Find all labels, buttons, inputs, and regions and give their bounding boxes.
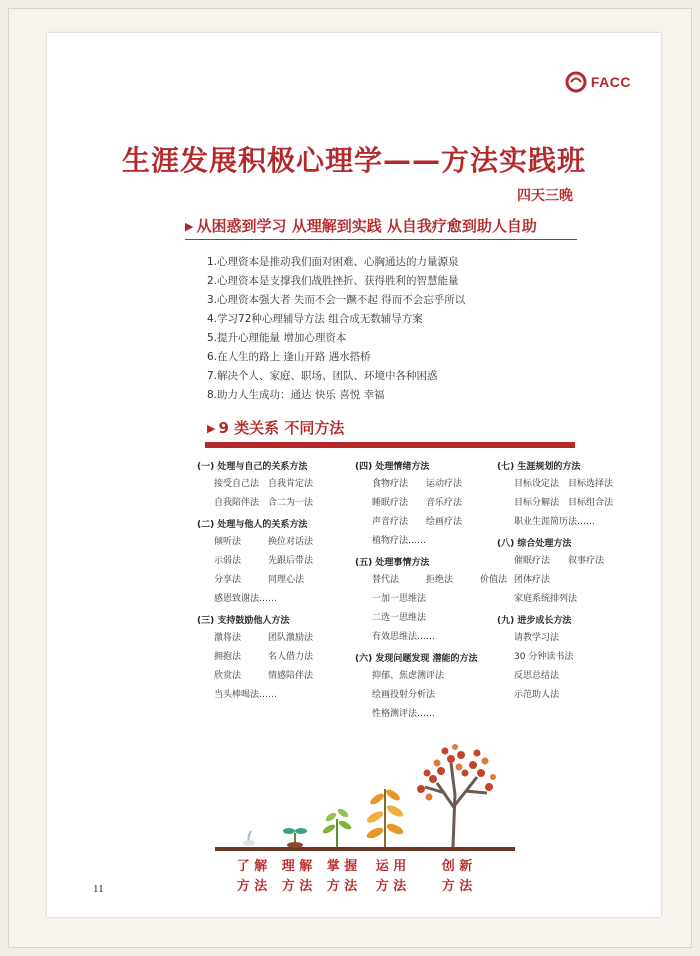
method-item: 拥抱法	[214, 652, 242, 662]
methods-column-1	[197, 459, 322, 705]
method-row	[197, 494, 322, 513]
method-group-heading: (一) 处理与自己的关系方法	[197, 462, 308, 472]
method-group-heading: (六) 发现问题发现 潜能的方法	[355, 654, 478, 664]
list-item: 2.心理资本是支撑我们战胜挫折、获得胜利的智慧能量	[207, 275, 459, 287]
method-item: 价值法	[480, 575, 508, 585]
method-row	[197, 571, 322, 590]
method-group-heading: (五) 处理事情方法	[355, 558, 430, 568]
growth-label: 运 用 方 法	[375, 859, 407, 894]
method-item: 情感陪伴法	[268, 671, 314, 681]
method-item: 团队激励法	[268, 633, 314, 643]
method-group-heading: (九) 进步成长方法	[497, 616, 572, 626]
section-title-text: 9 类关系 不同方法	[218, 419, 345, 437]
list-item: 5.提升心理能量 增加心理资本	[207, 332, 347, 344]
list-item: 7.解决个人、家庭、职场、团队、环境中各种困惑	[207, 370, 438, 382]
methods-column-3	[497, 459, 622, 705]
triangle-bullet-icon: ▶	[207, 422, 216, 435]
method-item: 请教学习法	[514, 633, 560, 643]
method-item: 音乐疗法	[426, 498, 463, 508]
method-item: 先跟后带法	[268, 556, 314, 566]
method-item: 换位对话法	[268, 537, 314, 547]
growth-label: 创 新 方 法	[441, 859, 473, 894]
page-title: 生涯发展积极心理学——方法实践班	[121, 144, 586, 177]
list-item: 6.在人生的路上 逢山开路 遇水搭桥	[207, 351, 371, 363]
method-row	[497, 513, 622, 532]
list-item: 8.助力人生成功：通达 快乐 喜悦 幸福	[207, 389, 385, 401]
list-item: 1.心理资本是推动我们面对困难、心胸通达的力量源泉	[207, 256, 459, 268]
method-group-heading: (七) 生涯规划的方法	[497, 462, 581, 472]
slogan	[185, 215, 537, 236]
method-item: 名人借力法	[268, 652, 314, 662]
method-item: 职业生涯简历法……	[514, 517, 596, 527]
method-row	[497, 571, 622, 590]
method-item: 欣赏法	[214, 671, 242, 681]
method-item: 催眠疗法	[514, 556, 551, 566]
method-item: 睡眠疗法	[372, 498, 409, 508]
method-row	[197, 552, 322, 571]
method-row	[497, 475, 622, 494]
method-item: 目标组合法	[568, 498, 614, 508]
method-item: 绘画投射分析法	[372, 690, 436, 700]
page-number: 11	[93, 883, 104, 895]
method-item: 合二为一法	[268, 498, 314, 508]
method-row	[197, 533, 322, 552]
method-row	[497, 648, 622, 667]
seedling-icon	[321, 807, 352, 847]
method-item: 团体疗法	[514, 575, 551, 585]
method-item: 示弱法	[214, 556, 242, 566]
facc-logo	[565, 71, 631, 93]
document-page	[47, 33, 661, 917]
orange-plant-icon	[365, 788, 405, 847]
method-item: 倾听法	[214, 537, 242, 547]
method-row	[197, 686, 322, 705]
section-title	[207, 417, 344, 438]
method-item: 感恩致谢法……	[214, 594, 278, 604]
method-item: 分享法	[214, 575, 242, 585]
method-item: 目标选择法	[568, 479, 614, 489]
method-item: 二选一思维法	[372, 613, 427, 623]
tree-icon	[417, 744, 496, 847]
method-row	[197, 667, 322, 686]
method-row	[355, 705, 534, 724]
method-item: 一加一思维法	[372, 594, 427, 604]
method-item: 示范助人法	[514, 690, 560, 700]
method-item: 目标分解法	[514, 498, 560, 508]
method-item: 性格测评法……	[372, 709, 436, 719]
growth-label: 了 解 方 法	[236, 859, 268, 894]
list-item: 4.学习72种心理辅导方法 组合成无数辅导方案	[207, 313, 423, 325]
section-bar	[205, 442, 575, 448]
method-row	[497, 686, 622, 705]
method-item: 自我陪伴法	[214, 498, 260, 508]
method-item: 拒绝法	[426, 575, 454, 585]
method-row	[497, 494, 622, 513]
benefit-list	[207, 253, 465, 405]
triangle-bullet-icon: ▶	[185, 220, 194, 233]
method-row	[197, 475, 322, 494]
slogan-text: 从困惑到学习 从理解到实践 从自我疗愈到助人自助	[196, 217, 537, 235]
method-item: 声音疗法	[372, 517, 409, 527]
method-item: 替代法	[372, 575, 400, 585]
method-item: 当头棒喝法……	[214, 690, 278, 700]
growth-label: 掌 握 方 法	[326, 859, 358, 894]
method-group-heading: (四) 处理情绪方法	[355, 462, 430, 472]
growth-label: 理 解 方 法	[281, 859, 313, 894]
method-row	[197, 629, 322, 648]
method-row	[497, 667, 622, 686]
droplet-sprout-icon	[243, 831, 255, 846]
method-item: 激将法	[214, 633, 242, 643]
method-item: 同理心法	[268, 575, 305, 585]
method-item: 运动疗法	[426, 479, 463, 489]
ground-line	[215, 847, 515, 851]
method-row	[497, 552, 622, 571]
method-item: 目标设定法	[514, 479, 560, 489]
method-group-heading: (三) 支持鼓励他人方法	[197, 616, 290, 626]
method-item: 家庭系统排列法	[514, 594, 578, 604]
method-item: 食物疗法	[372, 479, 409, 489]
method-item: 30 分钟读书法	[514, 652, 574, 662]
method-item: 绘画疗法	[426, 517, 463, 527]
method-row	[197, 590, 322, 609]
small-sprout-icon	[283, 828, 307, 848]
method-item: 植物疗法……	[372, 536, 427, 546]
method-item: 反思总结法	[514, 671, 560, 681]
method-item: 有效思维法……	[372, 632, 436, 642]
method-group-heading: (八) 综合处理方法	[497, 539, 572, 549]
list-item: 3.心理资本强大者 失而不会一蹶不起 得而不会忘乎所以	[207, 294, 466, 306]
method-row	[197, 648, 322, 667]
method-item: 接受自己法	[214, 479, 260, 489]
logo-text: FACC	[590, 74, 631, 90]
method-item: 抑郁、焦虑测评法	[372, 671, 445, 681]
method-item: 自我肯定法	[268, 479, 314, 489]
facc-logo-mark-icon	[565, 71, 587, 93]
method-row	[497, 590, 622, 609]
method-group-heading: (二) 处理与他人的关系方法	[197, 520, 308, 530]
page-subtitle: 四天三晚	[517, 188, 573, 204]
page-frame	[8, 8, 692, 948]
method-row	[497, 629, 622, 648]
method-item: 叙事疗法	[568, 556, 605, 566]
divider	[185, 239, 577, 240]
